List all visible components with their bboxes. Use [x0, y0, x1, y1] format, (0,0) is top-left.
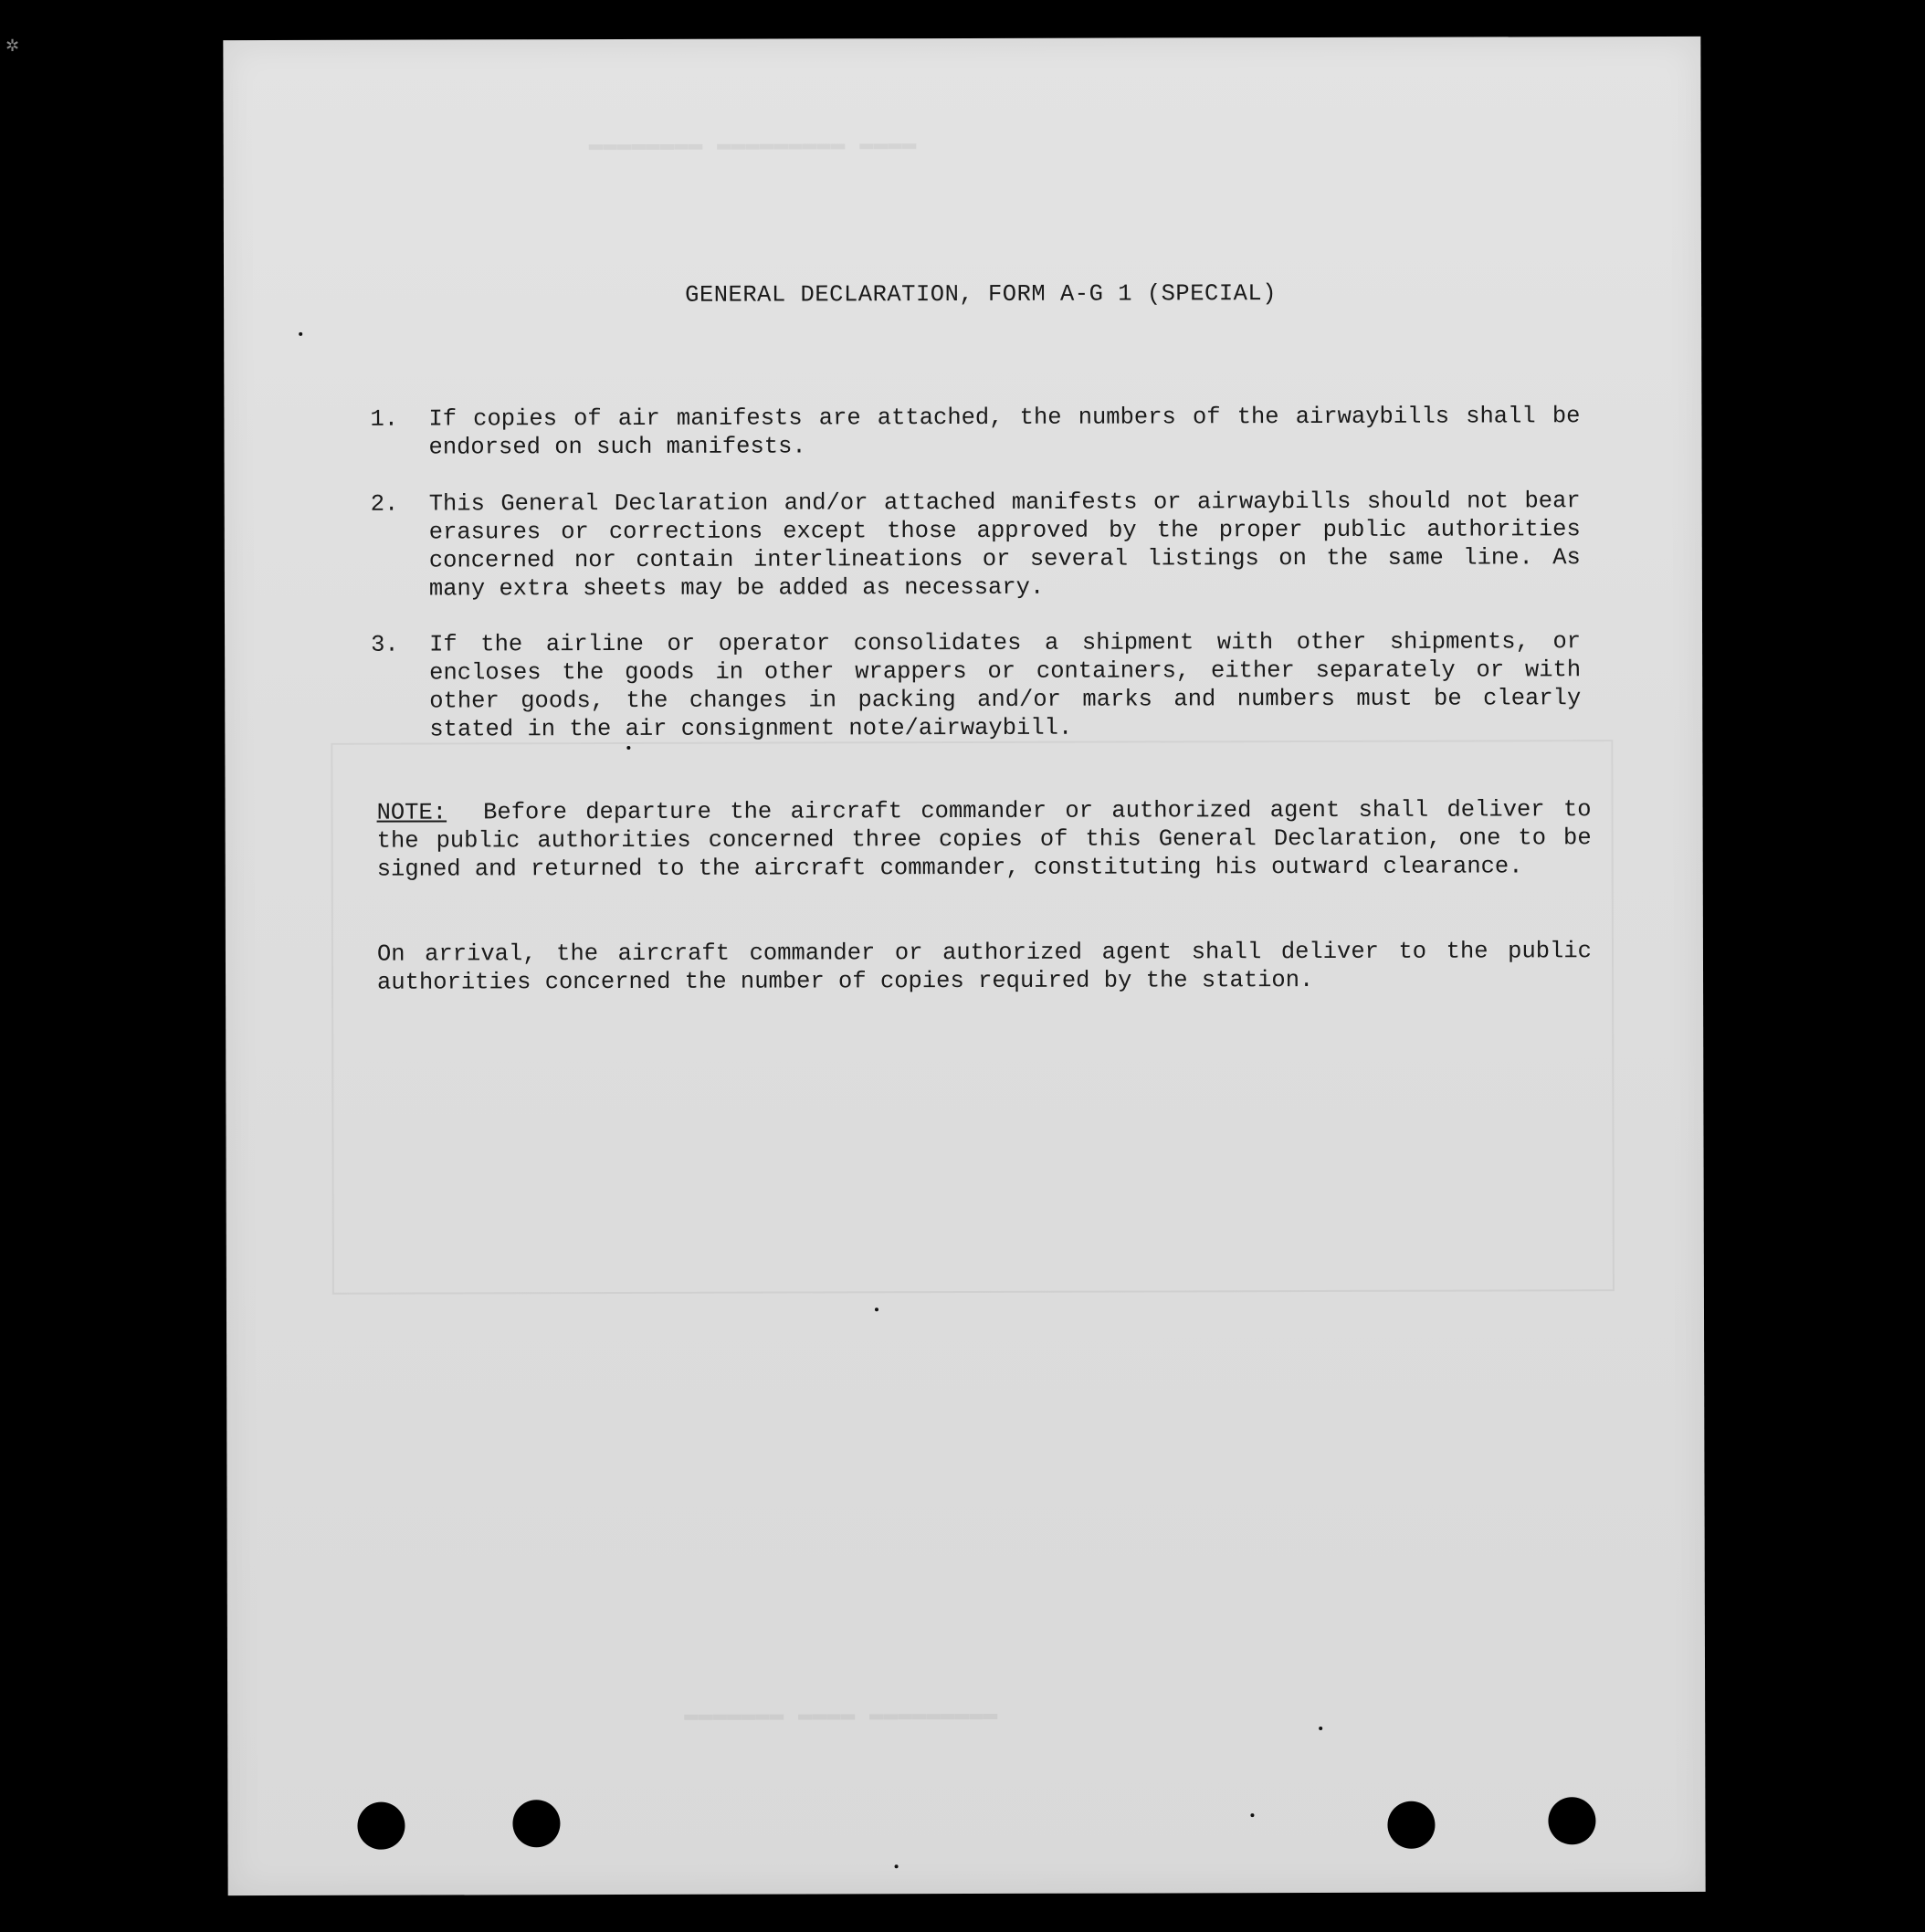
list-item-text: If the airline or operator consolidates a shipment with other shipments, or encloses the goods in other wrappers or containers, either separately or with other goods, the changes in packing and/or marks and numbers must be clearly stated in the air consignment note/airwaybill.: [429, 628, 1582, 743]
dust-speck: [626, 746, 630, 750]
note-paragraph: [377, 795, 1592, 883]
punch-hole: [512, 1800, 560, 1847]
document-page: [223, 37, 1705, 1895]
punch-hole: [1548, 1797, 1595, 1844]
dust-speck: [299, 332, 302, 336]
punch-hole: [357, 1802, 405, 1850]
list-item-number: 2.: [370, 490, 399, 518]
page-title: GENERAL DECLARATION, FORM A-G 1 (SPECIAL): [685, 280, 1278, 309]
list-item-text: If copies of air manifests are attached, the numbers of the airwaybills shall be endorsed on such manifests.: [428, 403, 1581, 461]
list-item: [371, 627, 1581, 743]
dust-speck: [1319, 1727, 1322, 1730]
note-label: NOTE:: [376, 799, 447, 826]
arrival-paragraph: On arrival, the aircraft commander or authorized agent shall deliver to the public authorities concerned the number of copies required by the station.: [376, 938, 1592, 996]
list-item-number: 3.: [371, 631, 399, 658]
dust-speck: [875, 1307, 878, 1311]
list-item-number: 1.: [370, 405, 399, 433]
list-item: [370, 402, 1580, 461]
bleed-through-text: ▬▬▬▬▬▬▬▬▬ ▬▬▬▬ ▬▬▬▬▬▬▬: [684, 1699, 998, 1728]
dust-speck: [895, 1864, 899, 1868]
dust-speck: [1250, 1813, 1254, 1817]
note-text: Before departure the aircraft commander or authorized agent shall deliver to the public authorities concerned three copies of this General Declaration, one to be signed and returned to the aircraft commander, constituting his outward clearance.: [376, 796, 1592, 883]
list-item: [371, 487, 1581, 603]
bleed-through-text: ▬▬▬▬ ▬▬▬▬▬▬▬▬▬ ▬▬▬▬▬▬▬▬: [588, 130, 917, 159]
punch-hole: [1387, 1801, 1435, 1849]
list-item-text: This General Declaration and/or attached manifests or airwaybills should not bear erasures or corrections except those approved by the proper public authorities concerned nor contain interlineations or several listings on the same line. As many extra sheets may be added as necessary.: [428, 488, 1581, 603]
scanner-artifact-icon: ✲: [5, 37, 20, 56]
